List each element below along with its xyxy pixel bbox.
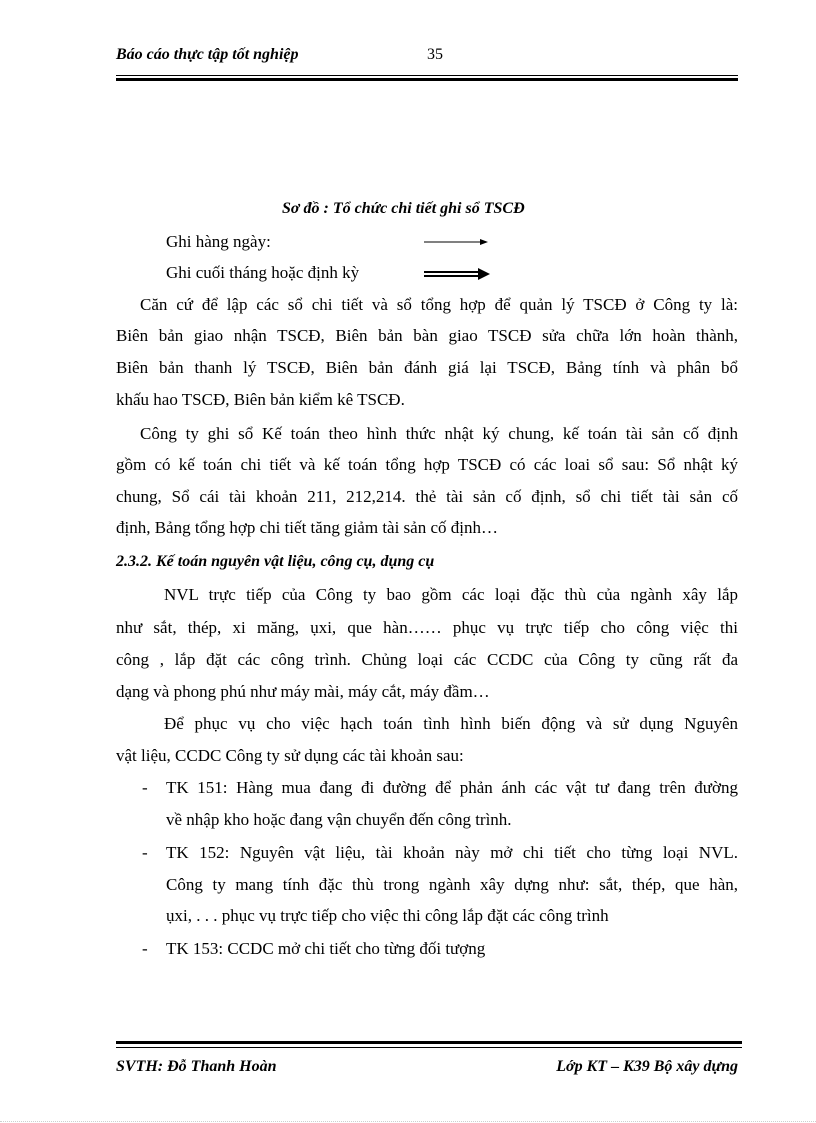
paragraph-line: Để phục vụ cho việc hạch toán tình hình biến động và sử dụng Nguyên xyxy=(164,714,738,733)
list-item-line: TK 151: Hàng mua đang đi đường để phản ánh các vật tư đang trên đường xyxy=(166,778,738,797)
paragraph-line: định, Bảng tổng hợp chi tiết tăng giảm tài sản cố định… xyxy=(116,518,498,537)
paragraph-line: dạng và phong phú như máy mài, máy cắt, máy đầm… xyxy=(116,682,490,701)
report-title: Báo cáo thực tập tốt nghiệp xyxy=(116,46,299,63)
list-item-line: TK 152: Nguyên vật liệu, tài khoản này mở chi tiết cho từng loại NVL. xyxy=(166,843,738,862)
paragraph-line: gồm có kế toán chi tiết và kế toán tổng hợp TSCĐ có các loai sổ sau: Sổ nhật ký xyxy=(116,455,738,474)
footer-student: SVTH: Đỗ Thanh Hoàn xyxy=(116,1058,277,1075)
paragraph-line: Công ty ghi sổ Kế toán theo hình thức nhật ký chung, kế toán tài sản cố định xyxy=(140,424,738,443)
thin-arrow-icon xyxy=(424,238,488,246)
list-item-line: Công ty mang tính đặc thù trong ngành xây dựng như: sắt, thép, que hàn, xyxy=(166,875,738,894)
list-dash: - xyxy=(142,778,148,797)
page-edge xyxy=(0,1121,816,1122)
paragraph-line: NVL trực tiếp của Công ty bao gồm các loại đặc thù của ngành xây lắp xyxy=(164,585,738,604)
paragraph-line: Biên bản thanh lý TSCĐ, Biên bản đánh giá lại TSCĐ, Bảng tính và phân bổ xyxy=(116,358,738,377)
footer-class: Lớp KT – K39 Bộ xây dựng xyxy=(556,1058,738,1075)
legend-daily-label: Ghi hàng ngày: xyxy=(166,232,271,251)
paragraph-line: khấu hao TSCĐ, Biên bản kiểm kê TSCĐ. xyxy=(116,390,405,409)
legend-periodic-label: Ghi cuối tháng hoặc định kỳ xyxy=(166,263,360,282)
footer-rule-top xyxy=(116,1041,742,1044)
diagram-caption: Sơ đồ : Tổ chức chi tiết ghi sổ TSCĐ xyxy=(282,200,525,217)
page-header xyxy=(116,46,738,66)
list-item-line: về nhập kho hoặc đang vận chuyển đến công trình. xyxy=(166,810,512,829)
list-item-line: TK 153: CCDC mở chi tiết cho từng đối tượng xyxy=(166,939,486,958)
paragraph-line: vật liệu, CCDC Công ty sử dụng các tài khoản sau: xyxy=(116,746,464,765)
list-dash: - xyxy=(142,939,148,958)
header-rule-top xyxy=(116,75,738,76)
page-number: 35 xyxy=(427,46,443,63)
section-heading: 2.3.2. Kế toán nguyên vật liệu, công cụ, dụng cụ xyxy=(116,553,435,570)
footer-rule-bottom xyxy=(116,1047,742,1048)
double-arrow-icon xyxy=(424,268,490,280)
paragraph-line: Biên bản giao nhận TSCĐ, Biên bản bàn giao TSCĐ sửa chữa lớn hoàn thành, xyxy=(116,326,738,345)
paragraph-line: công , lắp đặt các công trình. Chủng loại các CCDC của Công ty cũng rất đa xyxy=(116,650,738,669)
list-dash: - xyxy=(142,843,148,862)
list-item-line: ụxi, . . . phục vụ trực tiếp cho việc thi công lắp đặt các công trình xyxy=(166,906,609,925)
paragraph-line: như sắt, thép, xi măng, ụxi, que hàn…… phục vụ trực tiếp cho công việc thi xyxy=(116,618,738,637)
paragraph-line: Căn cứ để lập các sổ chi tiết và sổ tổng hợp để quản lý TSCĐ ở Công ty là: xyxy=(140,295,738,314)
paragraph-line: chung, Sổ cái tài khoản 211, 212,214. thẻ tài sản cố định, sổ chi tiết tài sản cố xyxy=(116,487,738,506)
header-rule-bottom xyxy=(116,78,738,81)
